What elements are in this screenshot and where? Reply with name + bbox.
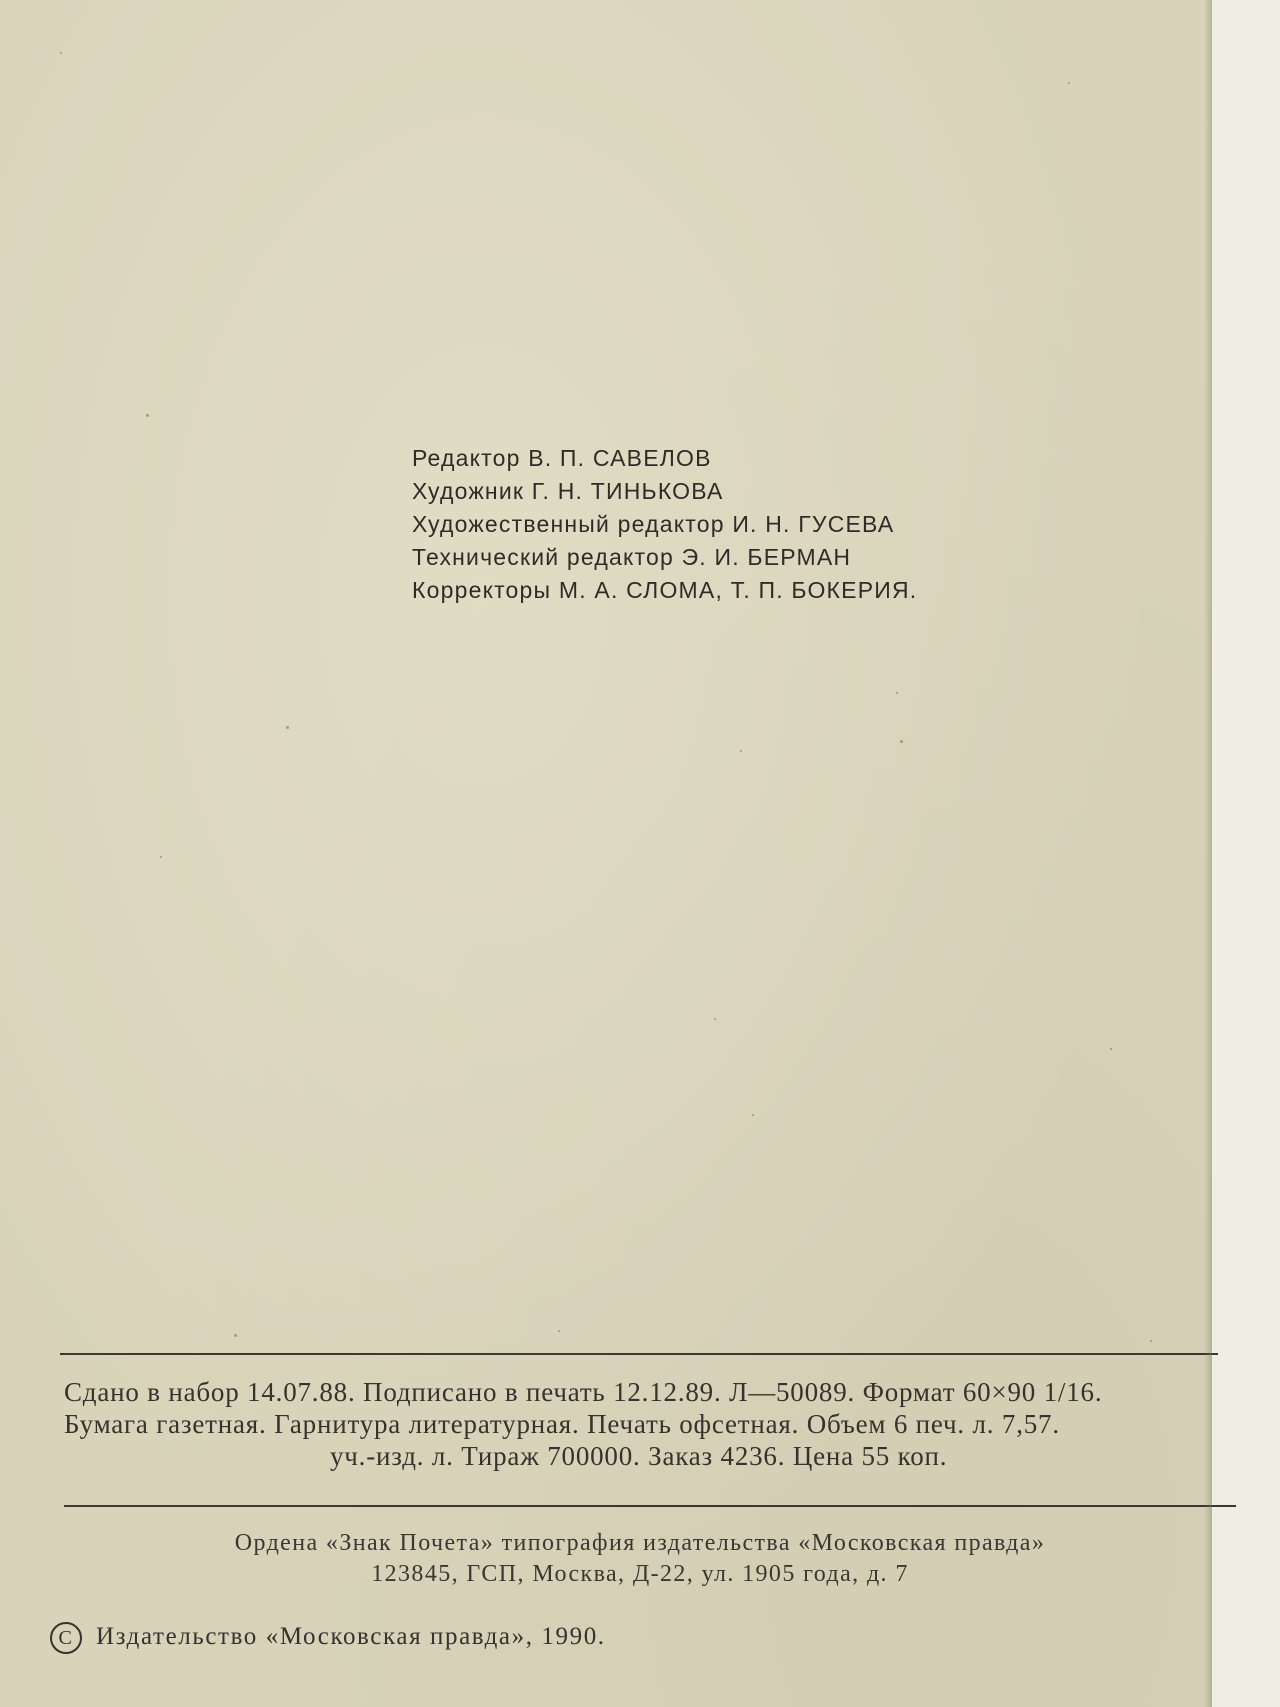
- imprint-block: [64, 1376, 1244, 1472]
- imprint-line-dates: Сдано в набор 14.07.88. Подписано в печать 12.12.89. Л—50089. Формат 60×90 1/16.: [64, 1377, 1103, 1407]
- copyright-icon: C: [50, 1622, 82, 1654]
- paper-speck: [752, 1114, 754, 1116]
- paper-speck: [234, 1334, 237, 1337]
- paper-speck: [714, 1018, 716, 1020]
- credit-line-editor: Редактор В. П. САВЕЛОВ: [412, 445, 712, 471]
- credit-line-artist: Художник Г. Н. ТИНЬКОВА: [412, 478, 724, 504]
- credit-line-technical-editor: Технический редактор Э. И. БЕРМАН: [412, 544, 852, 570]
- printer-address: 123845, ГСП, Москва, Д-22, ул. 1905 года, д. 7: [371, 1561, 909, 1587]
- paper-speck: [740, 750, 742, 752]
- imprint-line-print-run: уч.-изд. л. Тираж 700000. Заказ 4236. Цена 55 коп.: [330, 1441, 948, 1471]
- paper-speck: [896, 692, 898, 694]
- paper-speck: [286, 726, 289, 729]
- printer-block: [0, 1528, 1280, 1590]
- imprint-line-paper: Бумага газетная. Гарнитура литературная. Печать офсетная. Объем 6 печ. л. 7,57.: [64, 1409, 1060, 1439]
- paper-speck: [900, 740, 903, 743]
- divider-bottom: [64, 1505, 1236, 1507]
- copyright-text: Издательство «Московская правда», 1990.: [96, 1623, 606, 1650]
- paper-speck: [1150, 1340, 1152, 1342]
- paper-speck: [1110, 1048, 1112, 1050]
- paper-speck: [1068, 82, 1070, 84]
- credit-line-art-editor: Художественный редактор И. Н. ГУСЕВА: [412, 511, 895, 537]
- printer-name: Ордена «Знак Почета» типография издательства «Московская правда»: [234, 1530, 1046, 1556]
- page-edge-shadow: [1204, 0, 1212, 1707]
- copyright-line: [50, 1620, 606, 1654]
- paper-speck: [146, 414, 149, 417]
- paper-speck: [558, 1330, 560, 1332]
- credit-line-proofreaders: Корректоры М. А. СЛОМА, Т. П. БОКЕРИЯ.: [412, 577, 918, 603]
- paper-speck: [160, 856, 162, 858]
- paper-speck: [60, 52, 62, 54]
- credits-block: [412, 442, 1172, 607]
- divider-top: [60, 1353, 1218, 1355]
